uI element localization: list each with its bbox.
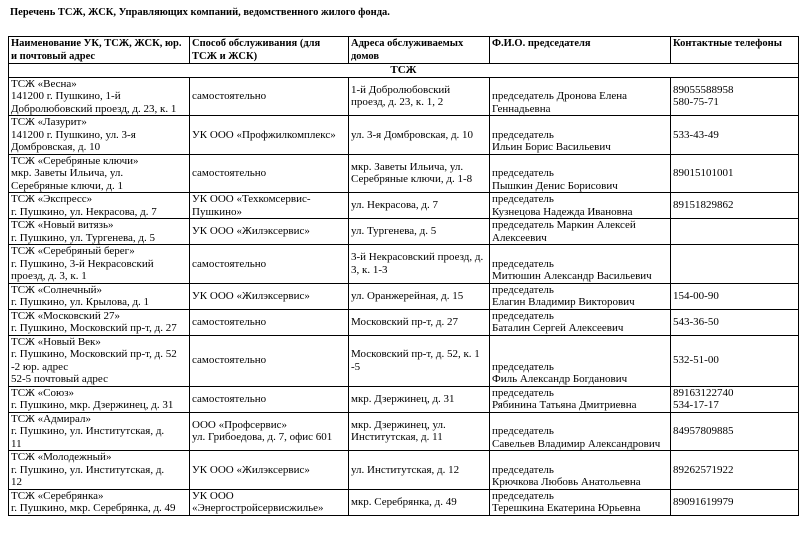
cell-phones	[671, 193, 799, 219]
cell-name-address	[9, 193, 190, 219]
cell-text-line: ТСЖ «Лазурит»	[11, 116, 87, 128]
cell-text-line: председатель	[492, 360, 554, 373]
cell-served-addresses	[349, 386, 490, 412]
cell-text-line: мкр. Заветы Ильича, ул.	[11, 167, 124, 179]
cell-text-line: самостоятельно	[192, 354, 267, 367]
cell-text-line: 89055588958	[673, 83, 734, 96]
table-row	[9, 219, 799, 245]
cell-phones	[671, 386, 799, 412]
cell-phones	[671, 116, 799, 155]
cell-service-method	[190, 154, 349, 193]
cell-text-line: ул. Некрасова, д. 7	[351, 199, 438, 212]
cell-name-address	[9, 77, 190, 116]
cell-text-line: мкр. Серебрянка, д. 49	[351, 495, 457, 508]
cell-name-address	[9, 451, 190, 490]
cell-text-line: ТСЖ «Московский 27»	[11, 309, 120, 322]
cell-name-address	[9, 283, 190, 309]
cell-text-line: Рябинина Татьяна Дмитриевна	[492, 399, 637, 411]
cell-service-method	[190, 412, 349, 451]
section-label: ТСЖ	[9, 64, 799, 78]
cell-text-line: 52-5 почтовый адрес	[11, 373, 108, 385]
cell-text-line: ул. Оранжерейная, д. 15	[351, 289, 464, 302]
cell-served-addresses	[349, 412, 490, 451]
cell-text-line: г. Пушкино, ул. Институтская, д.	[11, 463, 165, 476]
housing-fund-table	[8, 36, 799, 516]
cell-served-addresses	[349, 154, 490, 193]
cell-served-addresses	[349, 116, 490, 155]
cell-service-method	[190, 77, 349, 116]
cell-text-line: председатель	[492, 386, 554, 399]
cell-text-line: -2 юр. адрес	[11, 360, 69, 373]
cell-chairman	[490, 116, 671, 155]
cell-text-line: 89015101001	[673, 167, 734, 179]
cell-text-line: председатель	[492, 167, 554, 179]
cell-name-address	[9, 412, 190, 451]
header-name-address: Наименование УК, ТСЖ, ЖСК, юр. и почтовый адрес	[9, 37, 190, 64]
cell-text-line: ул. Грибоедова, д. 7, офис 601	[192, 431, 333, 444]
page-title: Перечень ТСЖ, ЖСК, Управляющих компаний, ведомственного жилого фонда.	[10, 7, 390, 18]
table-header-row	[9, 37, 799, 64]
cell-text-line: самостоятельно	[192, 392, 267, 405]
header-chairman: Ф.И.О. председателя	[490, 37, 671, 64]
cell-text-line: 3, к. 1-3	[351, 263, 388, 276]
cell-phones	[671, 451, 799, 490]
cell-text-line: ул. 3-я Домбровская, д. 10	[351, 128, 474, 141]
cell-text-line: Серебряные ключи, д. 1	[11, 179, 123, 192]
cell-text-line: Терешкина Екатерина Юрьевна	[492, 502, 641, 514]
cell-name-address	[9, 335, 190, 386]
cell-text-line: Пышкин Денис Борисович	[492, 179, 618, 192]
cell-chairman	[490, 245, 671, 284]
cell-name-address	[9, 489, 190, 515]
cell-text-line: ТСЖ «Солнечный»	[11, 283, 103, 296]
cell-text-line: 141200 г. Пушкино, ул. 3-я	[11, 128, 136, 141]
cell-text-line: самостоятельно	[192, 90, 267, 102]
cell-chairman	[490, 386, 671, 412]
cell-text-line: ООО «Профсервис»	[192, 418, 288, 431]
cell-text-line: ул. Институтская, д. 12	[351, 463, 460, 476]
cell-phones	[671, 412, 799, 451]
cell-text-line: Ильин Борис Васильевич	[492, 141, 611, 153]
cell-text-line: 89091619979	[673, 495, 734, 508]
cell-chairman	[490, 335, 671, 386]
cell-text-line: 89262571922	[673, 463, 734, 476]
header-service-method: Способ обслуживания (для ТСЖ и ЖСК)	[190, 37, 349, 64]
cell-text-line: УК ООО «Жилэксервис»	[192, 225, 310, 238]
cell-text-line: -5	[351, 360, 361, 373]
table-row	[9, 77, 799, 116]
cell-text-line: мкр. Дзержинец, ул.	[351, 418, 446, 431]
cell-chairman	[490, 309, 671, 335]
cell-text-line: Геннадьевна	[492, 102, 551, 115]
cell-text-line: председатель	[492, 257, 554, 270]
cell-text-line: Московский пр-т, д. 27	[351, 315, 458, 328]
cell-served-addresses	[349, 335, 490, 386]
cell-text-line: Серебряные ключи, д. 1-8	[351, 173, 473, 186]
table-row	[9, 386, 799, 412]
cell-phones	[671, 283, 799, 309]
cell-chairman	[490, 489, 671, 515]
cell-chairman	[490, 283, 671, 309]
cell-name-address	[9, 386, 190, 412]
cell-phones	[671, 154, 799, 193]
cell-text-line: ТСЖ «Серебрянка»	[11, 489, 104, 502]
cell-text-line: Московский пр-т, д. 52, к. 1	[351, 348, 480, 360]
section-row-tszh	[9, 64, 799, 78]
cell-text-line: Елагин Владимир Викторович	[492, 296, 635, 308]
cell-text-line: ТСЖ «Молодежный»	[11, 451, 112, 463]
cell-text-line: ТСЖ «Серебряный берег»	[11, 245, 135, 257]
cell-served-addresses	[349, 451, 490, 490]
cell-text-line: самостоятельно	[192, 315, 267, 328]
cell-text-line: г. Пушкино, мкр. Дзержинец, д. 31	[11, 399, 174, 411]
table-row	[9, 193, 799, 219]
cell-text-line: г. Пушкино, Московский пр-т, д. 52	[11, 348, 177, 360]
cell-service-method	[190, 245, 349, 284]
cell-text-line: УК ООО «Жилэксервис»	[192, 463, 310, 476]
cell-text-line: 11	[11, 437, 22, 450]
cell-text-line: Алексеевич	[492, 231, 547, 244]
cell-text-line: 12	[11, 476, 22, 488]
cell-text-line: председатель	[492, 489, 554, 502]
cell-text-line: проезд, д. 23, к. 1, 2	[351, 96, 444, 109]
table-row	[9, 489, 799, 515]
cell-text-line: Институтская, д. 11	[351, 431, 443, 444]
table-row	[9, 451, 799, 490]
cell-text-line: ТСЖ «Весна»	[11, 77, 77, 90]
cell-text-line: УК ООО	[192, 489, 234, 502]
cell-chairman	[490, 451, 671, 490]
cell-text-line: г. Пушкино, Московский пр-т, д. 27	[11, 322, 177, 334]
cell-text-line: председатель Маркин Алексей	[492, 219, 636, 231]
cell-service-method	[190, 219, 349, 245]
cell-service-method	[190, 309, 349, 335]
cell-text-line: председатель	[492, 128, 554, 141]
cell-text-line: проезд, д. 3, к. 1	[11, 270, 87, 282]
cell-text-line: Домбровская, д. 10	[11, 141, 101, 153]
cell-phones	[671, 309, 799, 335]
cell-text-line: 533-43-49	[673, 128, 719, 141]
cell-text-line: 154-00-90	[673, 289, 719, 302]
cell-text-line: Баталин Сергей Алексеевич	[492, 322, 624, 334]
table-row	[9, 412, 799, 451]
cell-text-line: г. Пушкино, ул. Институтская, д.	[11, 425, 165, 437]
cell-served-addresses	[349, 283, 490, 309]
cell-chairman	[490, 193, 671, 219]
cell-chairman	[490, 412, 671, 451]
cell-served-addresses	[349, 77, 490, 116]
cell-text-line: самостоятельно	[192, 167, 267, 179]
cell-name-address	[9, 245, 190, 284]
table-row	[9, 245, 799, 284]
cell-service-method	[190, 193, 349, 219]
cell-text-line: УК ООО «Жилэксервис»	[192, 289, 310, 302]
cell-text-line: 534-17-17	[673, 399, 719, 411]
cell-phones	[671, 219, 799, 245]
cell-text-line: 1-й Добролюбовский	[351, 83, 451, 96]
cell-served-addresses	[349, 309, 490, 335]
cell-text-line: председатель	[492, 425, 554, 437]
cell-text-line: Добролюбовский проезд, д. 23, к. 1	[11, 102, 177, 115]
cell-chairman	[490, 77, 671, 116]
cell-text-line: г. Пушкино, 3-й Некрасовский	[11, 257, 154, 270]
cell-service-method	[190, 489, 349, 515]
cell-phones	[671, 245, 799, 284]
cell-phones	[671, 489, 799, 515]
cell-text-line: Митюшин Александр Васильевич	[492, 270, 652, 282]
cell-served-addresses	[349, 489, 490, 515]
cell-text-line: УК ООО «Техкомсервис-	[192, 193, 311, 205]
cell-text-line: ул. Тургенева, д. 5	[351, 225, 437, 238]
cell-text-line: 580-75-71	[673, 96, 719, 109]
cell-text-line: мкр. Дзержинец, д. 31	[351, 392, 455, 405]
cell-text-line: УК ООО «Профжилкомплекс»	[192, 128, 336, 141]
cell-text-line: председатель	[492, 463, 554, 476]
cell-text-line: 532-51-00	[673, 354, 719, 367]
table-row	[9, 283, 799, 309]
table-row	[9, 154, 799, 193]
cell-service-method	[190, 386, 349, 412]
cell-text-line: 84957809885	[673, 425, 734, 437]
cell-text-line: самостоятельно	[192, 257, 267, 270]
cell-text-line: 543-36-50	[673, 315, 719, 328]
cell-text-line: г. Пушкино, ул. Некрасова, д. 7	[11, 205, 157, 218]
cell-service-method	[190, 451, 349, 490]
cell-text-line: г. Пушкино, ул. Крылова, д. 1	[11, 296, 150, 308]
cell-text-line: ТСЖ «Адмирал»	[11, 412, 92, 425]
cell-text-line: Крючкова Любовь Анатольевна	[492, 476, 641, 488]
cell-text-line: 141200 г. Пушкино, 1-й	[11, 90, 121, 102]
table-row	[9, 309, 799, 335]
cell-text-line: г. Пушкино, мкр. Серебрянка, д. 49	[11, 502, 176, 514]
cell-text-line: Савельев Владимир Александрович	[492, 437, 661, 450]
cell-chairman	[490, 154, 671, 193]
cell-text-line: ТСЖ «Новый витязь»	[11, 219, 114, 231]
table-row	[9, 116, 799, 155]
cell-text-line: председатель	[492, 193, 554, 205]
cell-phones	[671, 335, 799, 386]
cell-text-line: ТСЖ «Экспресс»	[11, 193, 93, 205]
cell-name-address	[9, 116, 190, 155]
cell-name-address	[9, 219, 190, 245]
header-served-addresses: Адреса обслуживаемых домов	[349, 37, 490, 64]
cell-text-line: 89163122740	[673, 386, 734, 399]
cell-phones	[671, 77, 799, 116]
cell-service-method	[190, 335, 349, 386]
cell-text-line: 89151829862	[673, 199, 734, 212]
cell-served-addresses	[349, 193, 490, 219]
header-phones: Контактные телефоны	[671, 37, 799, 64]
cell-text-line: «Энергостройсервисжилье»	[192, 502, 324, 514]
cell-text-line: г. Пушкино, ул. Тургенева, д. 5	[11, 231, 156, 244]
cell-text-line: председатель	[492, 283, 554, 296]
cell-name-address	[9, 154, 190, 193]
cell-text-line: ТСЖ «Союз»	[11, 386, 75, 399]
cell-text-line: Пушкино»	[192, 205, 243, 218]
cell-text-line: председатель	[492, 309, 554, 322]
table-row	[9, 335, 799, 386]
cell-served-addresses	[349, 245, 490, 284]
cell-served-addresses	[349, 219, 490, 245]
cell-text-line: мкр. Заветы Ильича, ул.	[351, 160, 464, 173]
cell-text-line: Филь Александр Богданович	[492, 373, 628, 385]
cell-service-method	[190, 283, 349, 309]
cell-text-line: ТСЖ «Серебряные ключи»	[11, 154, 139, 167]
cell-text-line: Кузнецова Надежда Ивановна	[492, 205, 633, 218]
cell-text-line: ТСЖ «Новый Век»	[11, 335, 101, 348]
cell-text-line: 3-й Некрасовский проезд, д.	[351, 251, 484, 264]
cell-service-method	[190, 116, 349, 155]
cell-chairman	[490, 219, 671, 245]
cell-text-line: председатель Дронова Елена	[492, 90, 628, 102]
cell-name-address	[9, 309, 190, 335]
